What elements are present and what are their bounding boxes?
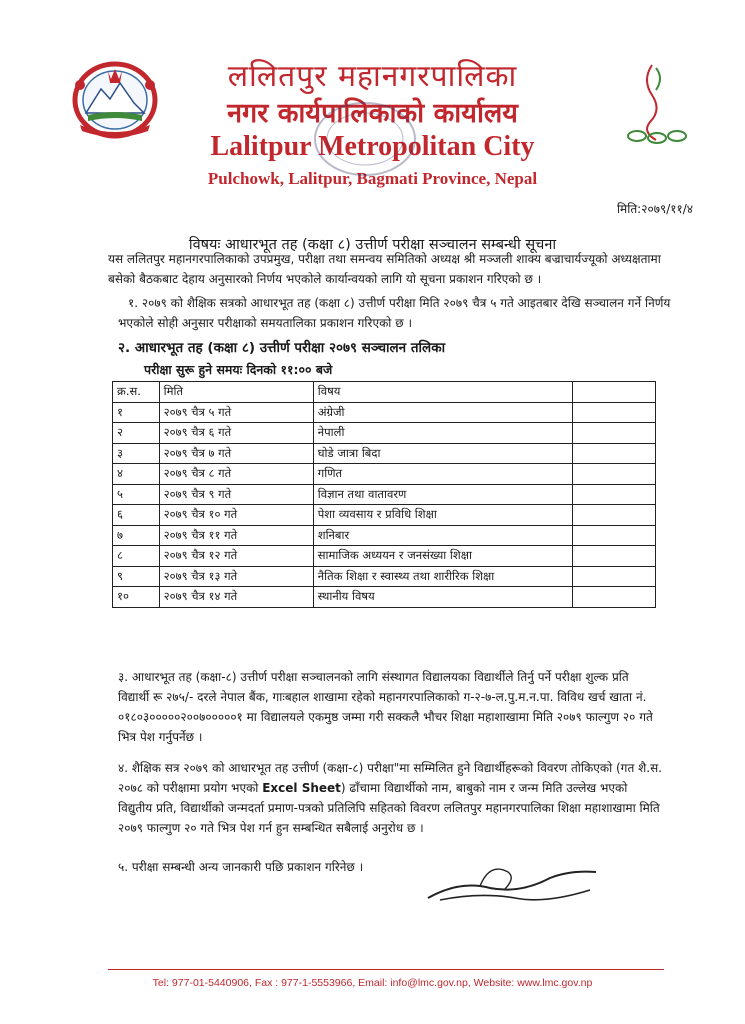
excel-sheet-label: Excel Sheet — [262, 781, 341, 795]
serial-cell: ९ — [113, 566, 160, 587]
table-row — [113, 484, 656, 505]
subject-cell: अंग्रेजी — [313, 402, 572, 423]
header-serial: क्र.स. — [113, 382, 160, 403]
serial-cell: ३ — [113, 443, 160, 464]
subject-cell: नैतिक शिक्षा र स्वास्थ्य तथा शारीरिक शिक्षा — [313, 566, 572, 587]
serial-cell: १० — [113, 587, 160, 608]
header-blank — [572, 382, 655, 403]
point-2-heading: २. आधारभूत तह (कक्षा ८) उत्तीर्ण परीक्षा २०७९ सञ्चालन तलिका — [118, 340, 446, 356]
blank-cell — [572, 587, 655, 608]
serial-cell: ६ — [113, 505, 160, 526]
table-row — [113, 566, 656, 587]
header-date: मिति — [159, 382, 313, 403]
exam-schedule-table — [112, 381, 656, 608]
notice-subject: विषयः आधारभूत तह (कक्षा ८) उत्तीर्ण परीक्षा सञ्चालन सम्बन्धी सूचना — [188, 237, 557, 253]
office-title-english: Lalitpur Metropolitan City — [210, 131, 535, 162]
subject-cell: विज्ञान तथा वातावरण — [313, 484, 572, 505]
date-cell: २०७९ चैत्र ५ गते — [159, 402, 313, 423]
date-cell: २०७९ चैत्र १२ गते — [159, 546, 313, 567]
notice-date: मिति:२०७९/११/४ — [616, 202, 693, 216]
table-row — [113, 402, 656, 423]
point-5: ५. परीक्षा सम्बन्धी अन्य जानकारी पछि प्रकाशन गरिनेछ । — [118, 860, 364, 874]
blank-cell — [572, 525, 655, 546]
header-subject: विषय — [313, 382, 572, 403]
subject-cell: शनिबार — [313, 525, 572, 546]
subject-cell: सामाजिक अध्ययन र जनसंख्या शिक्षा — [313, 546, 572, 567]
table-row — [113, 464, 656, 485]
date-cell: २०७९ चैत्र ६ गते — [159, 423, 313, 444]
date-cell: २०७९ चैत्र ११ गते — [159, 525, 313, 546]
serial-cell: १ — [113, 402, 160, 423]
blank-cell — [572, 505, 655, 526]
intro-paragraph: यस ललितपुर महानगरपालिकाको उपप्रमुख, परीक्षा तथा समन्वय समितिको अध्यक्ष श्री मञ्जली शाक्य बज्राचार्यज्यूको अध्यक्षतामा बसेको बैठकबाट देहाय अनुसारको निर्णय भएकोले कार्यान्वयको लागि यो सूचना प्रकाशन गरिएको छ । — [108, 252, 661, 286]
subject-cell: नेपाली — [313, 423, 572, 444]
serial-cell: ५ — [113, 484, 160, 505]
blank-cell — [572, 423, 655, 444]
subject-cell: स्थानीय विषय — [313, 587, 572, 608]
office-address: Pulchowk, Lalitpur, Bagmati Province, Nepal — [207, 169, 538, 188]
signature-icon — [420, 850, 605, 912]
table-header-row — [113, 382, 656, 403]
point-4-text-a: ४. शैक्षिक सत्र २०७९ को आधारभूत तह उत्तीर्ण (कक्षा-८) परीक्षा"मा सम्मिलित हुने विद्यार्थीहरूको विवरण तोकिएको (गत शै.स. २०७८ को परीक्षामा प्रयोग भएको — [118, 761, 662, 795]
serial-cell: २ — [113, 423, 160, 444]
blank-cell — [572, 546, 655, 567]
table-row — [113, 423, 656, 444]
blank-cell — [572, 566, 655, 587]
serial-cell: ४ — [113, 464, 160, 485]
serial-cell: ८ — [113, 546, 160, 567]
blank-cell — [572, 402, 655, 423]
date-cell: २०७९ चैत्र १३ गते — [159, 566, 313, 587]
subject-cell: पेशा व्यवसाय र प्रविधि शिक्षा — [313, 505, 572, 526]
office-title-nepali: ललितपुर महानगरपालिका — [227, 59, 518, 94]
subject-cell: गणित — [313, 464, 572, 485]
footer-contact: Tel: 977-01-5440906, Fax : 977-1-5553966, Email: info@lmc.gov.np, Website: www.lmc.gov.np — [152, 977, 593, 989]
table-row — [113, 505, 656, 526]
blank-cell — [572, 443, 655, 464]
table-row — [113, 587, 656, 608]
serial-cell: ७ — [113, 525, 160, 546]
date-cell: २०७९ चैत्र १४ गते — [159, 587, 313, 608]
blank-cell — [572, 484, 655, 505]
footer-divider — [108, 969, 664, 970]
blank-cell — [572, 464, 655, 485]
point-4 — [118, 758, 663, 838]
table-row — [113, 546, 656, 567]
point-4-text-b: ) ढाँचामा विद्यार्थीको नाम, बाबुको नाम र जन्म मिति उल्लेख भएको विद्युतीय प्रति, विद्यार्थीको जन्मदर्ता प्रमाण-पत्रको प्रतिलिपि सहितको विवरण ललितपुर महानगरपालिका शिक्षा महाशाखामा मिति २०७९ फाल्गुण २० गते भित्र पेश गर्न हुन सम्बन्धित सबैलाई अनुरोध छ । — [118, 781, 660, 835]
subject-cell: घोडे जात्रा बिदा — [313, 443, 572, 464]
table-row — [113, 443, 656, 464]
office-subtitle-nepali: नगर कार्यपालिकाको कार्यालय — [227, 98, 518, 129]
date-cell: २०७९ चैत्र ९ गते — [159, 484, 313, 505]
point-1: १. २०७९ को शैक्षिक सत्रको आधारभूत तह (कक्षा ८) उत्तीर्ण परीक्षा मिति २०७९ चैत्र ५ गते आइतबार देखि सञ्चालन गर्ने निर्णय भएकोले सोही अनुसार परीक्षाको समयतालिका प्रकाशन गरिएको छ । — [118, 296, 671, 330]
office-stamp-icon — [310, 98, 420, 180]
point-3: ३. आधारभूत तह (कक्षा-८) उत्तीर्ण परीक्षा सञ्चालनको लागि संस्थागत विद्यालयका विद्यार्थीले तिर्नु पर्ने परीक्षा शुल्क प्रति विद्यार्थी रू २७५/- दरले नेपाल बैंक, गाःबहाल शाखामा रहेको महानगरपालिकाको ग-२-७-ल.पु.म.न.पा. विविध खर्च खाता नं. ०१८०३०००००२००७०००००१ मा विद्यालयले एकमुष्ठ जम्मा गरी सक्कलै भौचर शिक्षा महाशाखामा मिति २०७९ फाल्गुण २० गते भित्र पेश गर्नुपर्नेछ । — [118, 670, 653, 744]
date-cell: २०७९ चैत्र ७ गते — [159, 443, 313, 464]
date-cell: २०७९ चैत्र १० गते — [159, 505, 313, 526]
table-row — [113, 525, 656, 546]
exam-start-time: परीक्षा सुरू हुने समयः दिनको ११:०० बजे — [144, 362, 333, 377]
date-cell: २०७९ चैत्र ८ गते — [159, 464, 313, 485]
